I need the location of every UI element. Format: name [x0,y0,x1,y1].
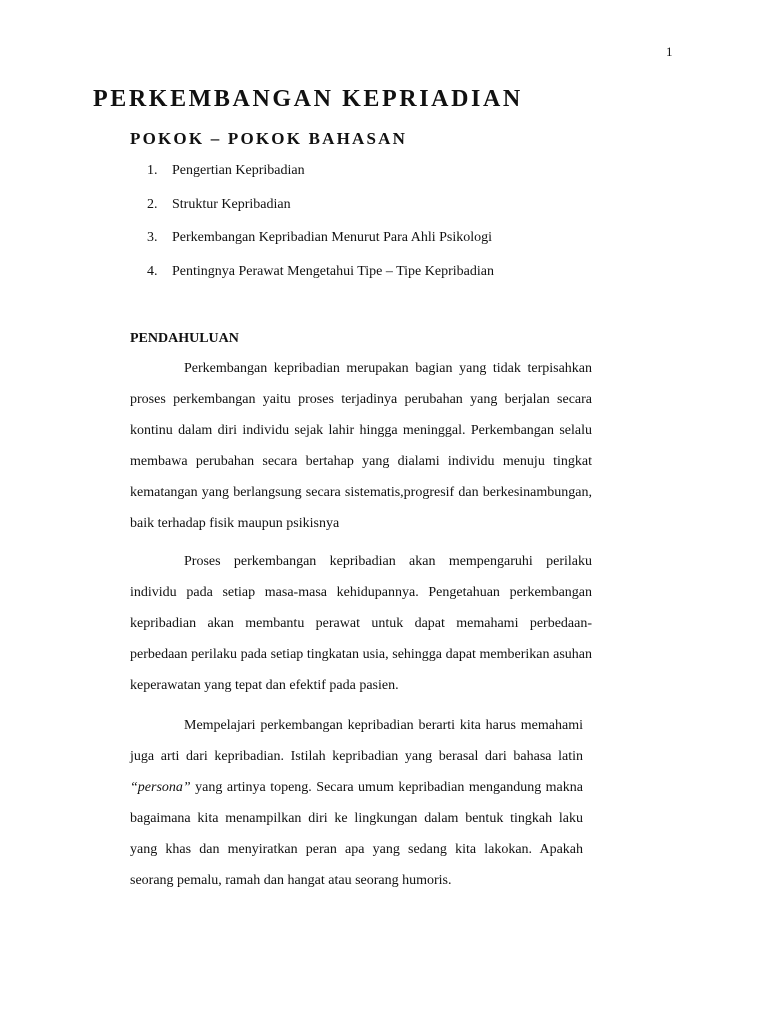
topic-number: 2. [147,196,158,212]
topic-number: 3. [147,230,158,246]
topics-heading: POKOK – POKOK BAHASAN [130,129,408,148]
paragraph-3 [130,710,583,896]
section-heading: PENDAHULUAN [130,331,239,346]
paragraph-2 [130,546,592,701]
topic-number: 4. [147,264,158,280]
paragraph-3-text-before: Mempelajari perkembangan kepribadian berarti kita harus memahami juga arti dari kepribadian. Istilah kepribadian yang berasal dari bahasa latin [130,718,583,764]
document-title: PERKEMBANGAN KEPRIADIAN [93,86,523,112]
paragraph-3-text-after: yang artinya topeng. Secara umum kepribadian mengandung makna bagaimana kita menampilkan diri ke lingkungan dalam bentuk tingkah laku yang khas dan menyiratkan peran apa yang sedang kita lakokan. Apakah seorang pemalu, ramah dan hangat atau seorang humoris. [130,780,583,888]
topic-text: Struktur Kepribadian [172,196,291,212]
paragraph-1 [130,353,592,539]
paragraph-2-text: Proses perkembangan kepribadian akan mempengaruhi perilaku individu pada setiap masa-masa kehidupannya. Pengetahuan perkembangan kepribadian akan membantu perawat untuk dapat memahami perbedaan-perbedaan perilaku pada setiap tingkatan usia, sehingga dapat memberikan asuhan keperawatan yang tepat dan efektif pada pasien. [130,554,592,693]
topic-text: Pengertian Kepribadian [172,163,305,178]
topic-text: Perkembangan Kepribadian Menurut Para Ahli Psikologi [172,230,492,246]
topic-number: 1. [147,163,158,178]
paragraph-1-text: Perkembangan kepribadian merupakan bagian yang tidak terpisahkan proses perkembangan yaitu proses terjadinya perubahan yang berjalan secara kontinu dalam diri individu sejak lahir hingga meninggal. Perkembangan selalu membawa perubahan secara bertahap yang dialami individu menuju tingkat kematangan yang berlangsung secara sistematis,progresif dan berkesinambungan, baik terhadap fisik maupun psikisnya [130,361,592,531]
topic-text: Pentingnya Perawat Mengetahui Tipe – Tipe Kepribadian [172,264,494,280]
page-number: 1 [666,44,673,59]
paragraph-3-italic-term: “persona” [130,780,191,795]
